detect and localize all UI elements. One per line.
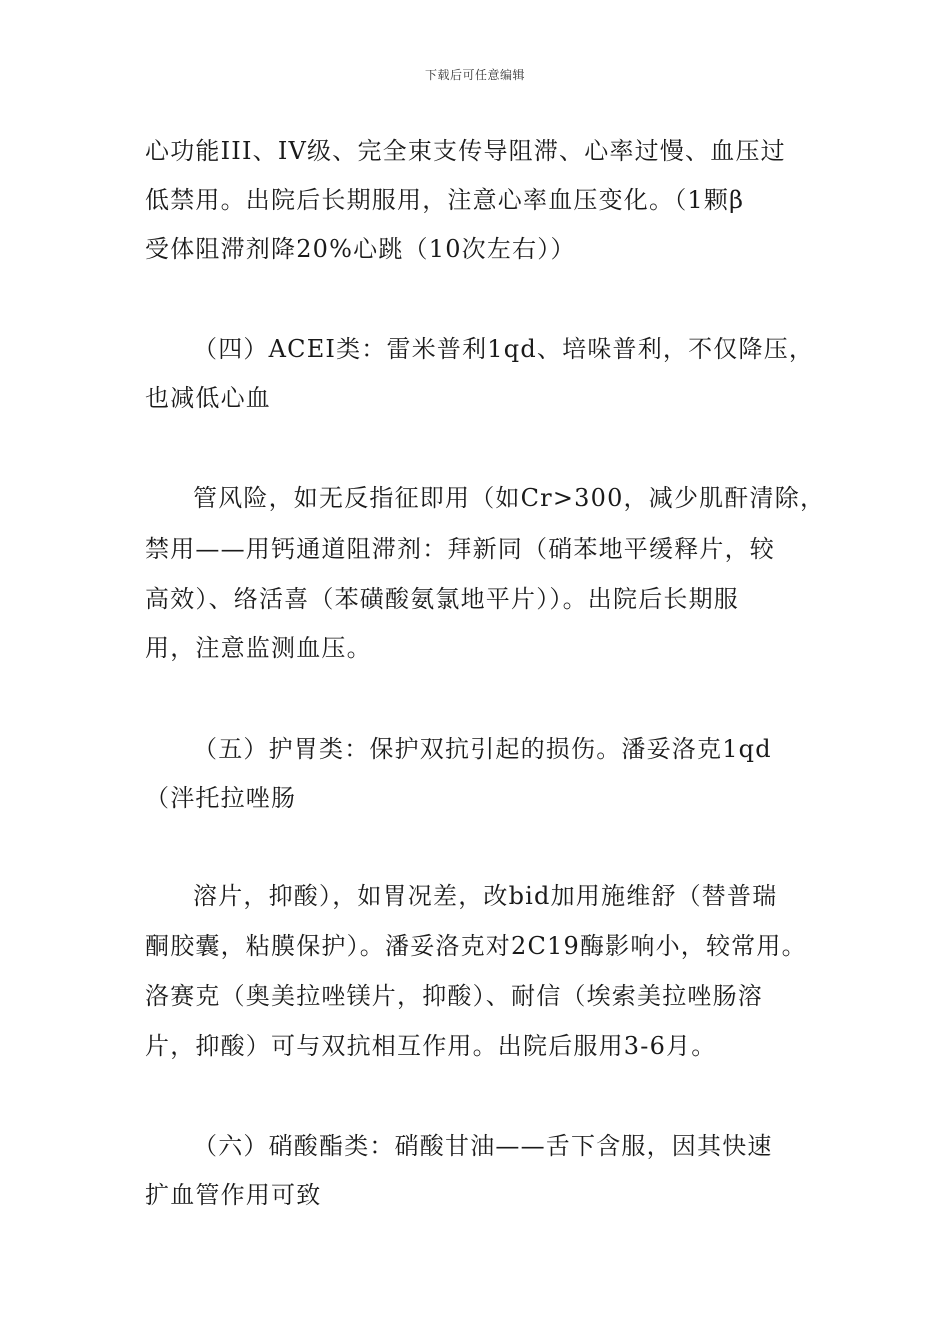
paragraph-3-line-1: 管风险，如无反指征即用（如Cr>300，减少肌酐清除， [193,484,826,512]
paragraph-5-line-2: 酮胶囊，粘膜保护）。潘妥洛克对2C19酶影响小，较常用。 [145,932,807,960]
paragraph-5-line-1: 溶片，抑酸），如胃况差，改bid加用施维舒（替普瑞 [193,882,778,910]
paragraph-1-line-3: 受体阻滞剂降20%心跳（10次左右）） [145,235,576,263]
paragraph-4-line-1: （五）护胃类：保护双抗引起的损伤。潘妥洛克1qd [193,735,772,763]
paragraph-3-line-3: 高效）、络活喜（苯磺酸氨氯地平片））。出院后长期服 [145,585,739,613]
paragraph-5-line-4: 片，抑酸）可与双抗相互作用。出院后服用3-6月。 [145,1032,717,1060]
paragraph-1-line-1: 心功能III、IV级、完全束支传导阻滞、心率过慢、血压过 [145,137,786,165]
paragraph-6-line-1: （六）硝酸酯类：硝酸甘油——舌下含服，因其快速 [193,1132,773,1160]
paragraph-4-line-2: （泮托拉唑肠 [145,784,297,812]
paragraph-1-line-2: 低禁用。出院后长期服用，注意心率血压变化。（1颗β [145,186,745,214]
paragraph-3-line-2: 禁用——用钙通道阻滞剂：拜新同（硝苯地平缓释片，较 [145,535,775,563]
paragraph-3-line-4: 用，注意监测血压。 [145,634,372,662]
paragraph-2-line-1: （四）ACEI类：雷米普利1qd、培哚普利，不仅降压， [193,335,815,363]
page-header: 下载后可任意编辑 [424,68,525,82]
paragraph-5-line-3: 洛赛克（奥美拉唑镁片，抑酸）、耐信（埃索美拉唑肠溶 [145,982,763,1010]
paragraph-6-line-2: 扩血管作用可致 [145,1181,322,1209]
paragraph-2-line-2: 也减低心血 [145,384,271,412]
